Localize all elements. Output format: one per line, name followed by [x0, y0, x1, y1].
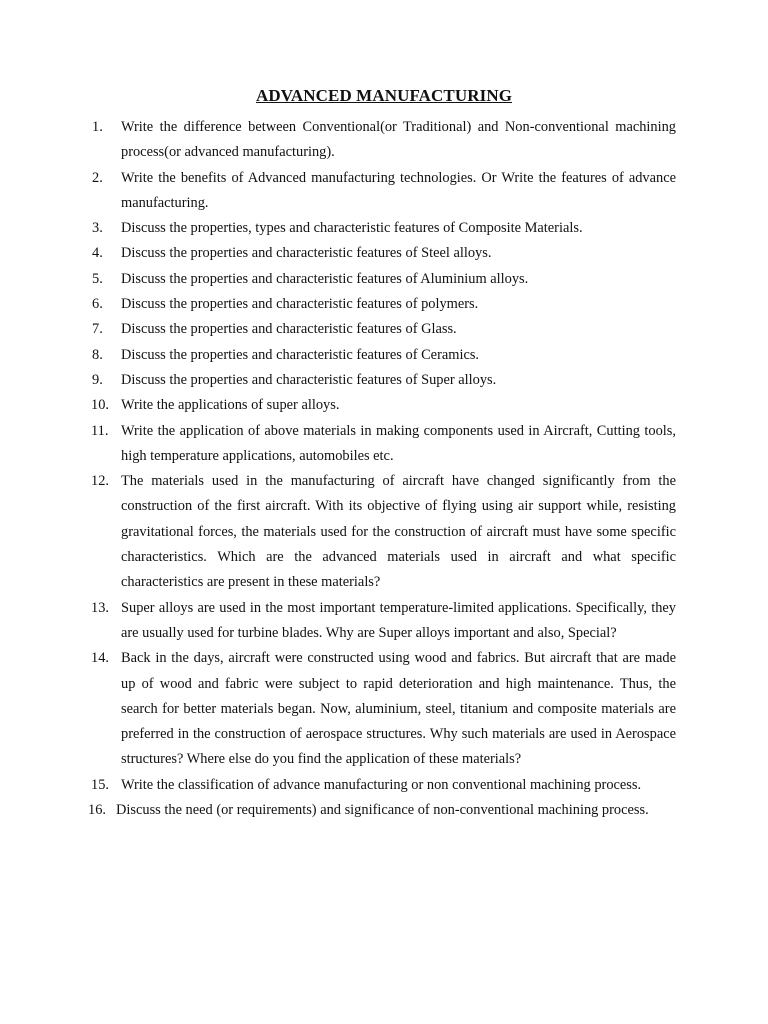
list-item	[84, 216, 676, 241]
list-item	[84, 596, 676, 647]
list-item	[84, 773, 676, 798]
question-text: Discuss the properties and characteristic features of Aluminium alloys.	[121, 270, 529, 287]
question-text: Write the classification of advance manufacturing or non conventional machining process.	[121, 776, 642, 793]
list-item	[84, 317, 676, 342]
question-text: Discuss the properties, types and characteristic features of Composite Materials.	[121, 220, 583, 237]
list-item	[84, 292, 676, 317]
question-number: 6.	[92, 296, 103, 313]
list-item	[84, 166, 676, 217]
question-number: 12.	[91, 473, 109, 490]
list-item	[84, 469, 676, 595]
question-number: 5.	[92, 270, 103, 287]
question-number: 14.	[91, 650, 109, 667]
list-item	[84, 241, 676, 266]
question-text: Write the difference between Conventional(or Traditional) and Non-conventional machining process(or advanced manufacturing).	[121, 119, 676, 161]
document-title: ADVANCED MANUFACTURING	[255, 86, 513, 105]
list-item	[84, 646, 676, 772]
question-number: 13.	[91, 599, 109, 616]
question-number: 3.	[92, 220, 103, 237]
question-number: 11.	[91, 422, 109, 439]
question-text: Super alloys are used in the most important temperature-limited applications. Specifically, they are usually used for turbine blades. Why are Super alloys important and also, Special?	[121, 599, 676, 641]
question-number: 10.	[91, 397, 109, 414]
question-text: Discuss the properties and characteristic features of Super alloys.	[121, 371, 497, 388]
list-item	[84, 343, 676, 368]
question-number: 7.	[92, 321, 103, 338]
list-item	[84, 393, 676, 418]
question-text: Discuss the properties and characteristic features of polymers.	[121, 296, 479, 313]
question-text: Write the benefits of Advanced manufacturing technologies. Or Write the features of advance manufacturing.	[121, 169, 676, 211]
list-item	[84, 798, 676, 823]
list-item	[84, 115, 676, 166]
question-text: Write the application of above materials in making components used in Aircraft, Cutting tools, high temperature applications, automobiles etc.	[121, 422, 676, 464]
question-text: Discuss the need (or requirements) and significance of non-conventional machining process.	[116, 802, 649, 819]
question-number: 9.	[92, 371, 103, 388]
list-item	[84, 419, 676, 470]
question-text: The materials used in the manufacturing of aircraft have changed significantly from the construction of the first aircraft. With its objective of flying using air support while, resisting gravitational forces, the materials used for the construction of aircraft must have some specific characteristics. Which are the advanced materials used in aircraft and what specific characteristics are present in these materials?	[121, 473, 676, 591]
question-number: 16.	[88, 802, 106, 819]
question-text: Discuss the properties and characteristic features of Steel alloys.	[121, 245, 492, 262]
question-text: Back in the days, aircraft were constructed using wood and fabrics. But aircraft that are made up of wood and fabric were subject to rapid deterioration and high maintenance. Thus, the search for better materials began. Now, aluminium, steel, titanium and composite materials are preferred in the construction of aerospace structures. Why such materials are used in Aerospace structures? Where else do you find the application of these materials?	[121, 650, 676, 768]
question-number: 8.	[92, 346, 103, 363]
question-text: Discuss the properties and characteristic features of Glass.	[121, 321, 457, 338]
question-number: 15.	[91, 776, 109, 793]
question-number: 2.	[92, 169, 103, 186]
question-text: Write the applications of super alloys.	[121, 397, 340, 414]
question-text: Discuss the properties and characteristic features of Ceramics.	[121, 346, 480, 363]
question-list	[84, 115, 676, 823]
list-item	[84, 368, 676, 393]
question-number: 1.	[92, 119, 103, 135]
list-item	[84, 267, 676, 292]
question-number: 4.	[92, 245, 103, 262]
